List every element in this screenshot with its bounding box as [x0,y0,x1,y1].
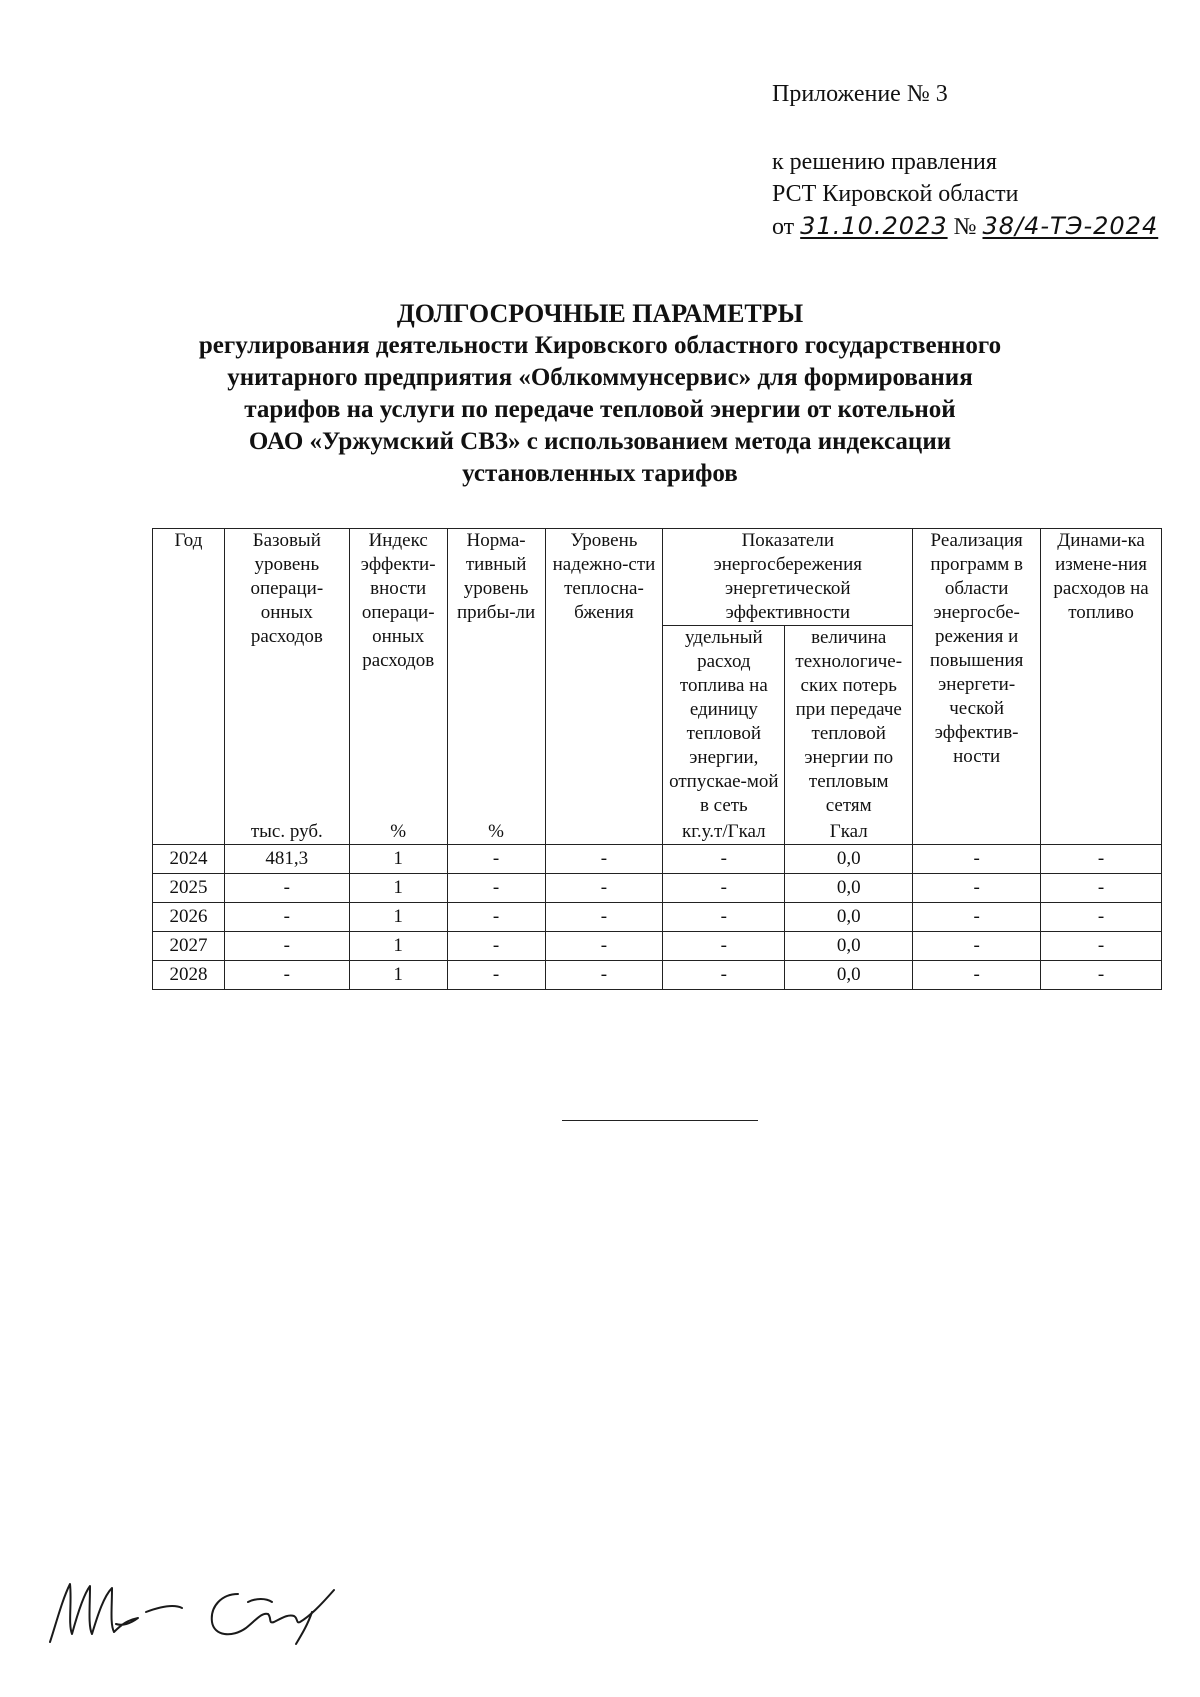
cell-efficiency-index: 1 [349,903,447,932]
date-prefix: от [772,214,795,240]
cell-losses: 0,0 [785,961,913,990]
cell-fuel-rate: - [663,961,785,990]
cell-fuel-dynamics: - [1041,961,1162,990]
title-heading: ДОЛГОСРОЧНЫЕ ПАРАМЕТРЫ [396,299,804,328]
cell-losses: 0,0 [785,903,913,932]
header-fuel-rate: удельный расход топлива на единицу тепловой энергии, отпускае-мой в сеть [663,626,785,819]
cell-programs: - [913,903,1041,932]
title-line-1: регулирования деятельности Кировского областного государственного [198,332,1002,359]
cell-losses: 0,0 [785,874,913,903]
cell-year: 2027 [153,932,225,961]
cell-year: 2025 [153,874,225,903]
title-line-4: ОАО «Уржумский СВЗ» с использованием метода индексации [248,428,952,455]
appendix-line-1: к решению правления [772,149,997,175]
header-programs: Реализация программ в области энергосбе-режения и повышения энергети-ческой эффектив-ности [913,529,1041,845]
header-profit-level: Норма-тивный уровень прибы-ли [447,529,545,819]
header-efficiency-index: Индекс эффекти-вности операци-онных расходов [349,529,447,819]
cell-losses: 0,0 [785,932,913,961]
cell-programs: - [913,874,1041,903]
table-row [153,961,1162,990]
cell-losses: 0,0 [785,845,913,874]
cell-reliability: - [545,903,663,932]
cell-programs: - [913,845,1041,874]
cell-fuel-dynamics: - [1041,932,1162,961]
appendix-number: Приложение № 3 [772,81,948,107]
cell-profit-level: - [447,903,545,932]
title-line-2: унитарного предприятия «Облкоммунсервис» для формирования [227,364,973,391]
table-row [153,903,1162,932]
cell-base-costs: - [224,903,349,932]
table-body [153,845,1162,990]
unit-profit-level: % [447,818,545,845]
table-row [153,874,1162,903]
cell-programs: - [913,932,1041,961]
title-line-5: установленных тарифов [462,460,738,487]
closing-separator-line [562,1120,758,1121]
unit-base-costs: тыс. руб. [224,818,349,845]
appendix-date-line [772,210,1192,243]
cell-base-costs: - [224,932,349,961]
cell-profit-level: - [447,961,545,990]
cell-profit-level: - [447,845,545,874]
handwritten-signature [42,1572,342,1652]
cell-profit-level: - [447,932,545,961]
header-base-costs: Базовый уровень операци-онных расходов [224,529,349,819]
cell-fuel-dynamics: - [1041,845,1162,874]
unit-efficiency-index: % [349,818,447,845]
parameters-table [152,528,1162,990]
cell-fuel-rate: - [663,903,785,932]
header-losses: величина технологиче-ских потерь при передаче тепловой энергии по тепловым сетям [785,626,913,819]
cell-fuel-rate: - [663,874,785,903]
cell-reliability: - [545,961,663,990]
number-prefix: № [953,214,977,240]
decision-date: 31.10.2023 [800,212,948,240]
cell-fuel-rate: - [663,845,785,874]
table-row [153,932,1162,961]
cell-fuel-rate: - [663,932,785,961]
cell-year: 2024 [153,845,225,874]
unit-losses: Гкал [785,818,913,845]
cell-reliability: - [545,874,663,903]
document-title [150,298,1050,490]
cell-efficiency-index: 1 [349,874,447,903]
cell-reliability: - [545,845,663,874]
cell-efficiency-index: 1 [349,845,447,874]
cell-fuel-dynamics: - [1041,874,1162,903]
title-line-3: тарифов на услуги по передаче тепловой энергии от котельной [244,396,956,423]
appendix-block [772,78,1192,243]
decision-number: 38/4-ТЭ-2024 [982,212,1159,240]
header-energy-indicators: Показатели энергосбережения энергетической эффективности [663,529,913,626]
cell-base-costs: - [224,961,349,990]
header-year: Год [153,529,225,845]
appendix-line-2: РСТ Кировской области [772,181,1019,207]
header-fuel-dynamics: Динами-ка измене-ния расходов на топливо [1041,529,1162,845]
cell-efficiency-index: 1 [349,961,447,990]
cell-year: 2026 [153,903,225,932]
header-reliability: Уровень надежно-сти теплосна-бжения [545,529,663,845]
cell-efficiency-index: 1 [349,932,447,961]
unit-fuel-rate: кг.у.т/Гкал [663,818,785,845]
table-row [153,845,1162,874]
cell-base-costs: 481,3 [224,845,349,874]
cell-year: 2028 [153,961,225,990]
cell-profit-level: - [447,874,545,903]
cell-reliability: - [545,932,663,961]
cell-fuel-dynamics: - [1041,903,1162,932]
cell-programs: - [913,961,1041,990]
cell-base-costs: - [224,874,349,903]
